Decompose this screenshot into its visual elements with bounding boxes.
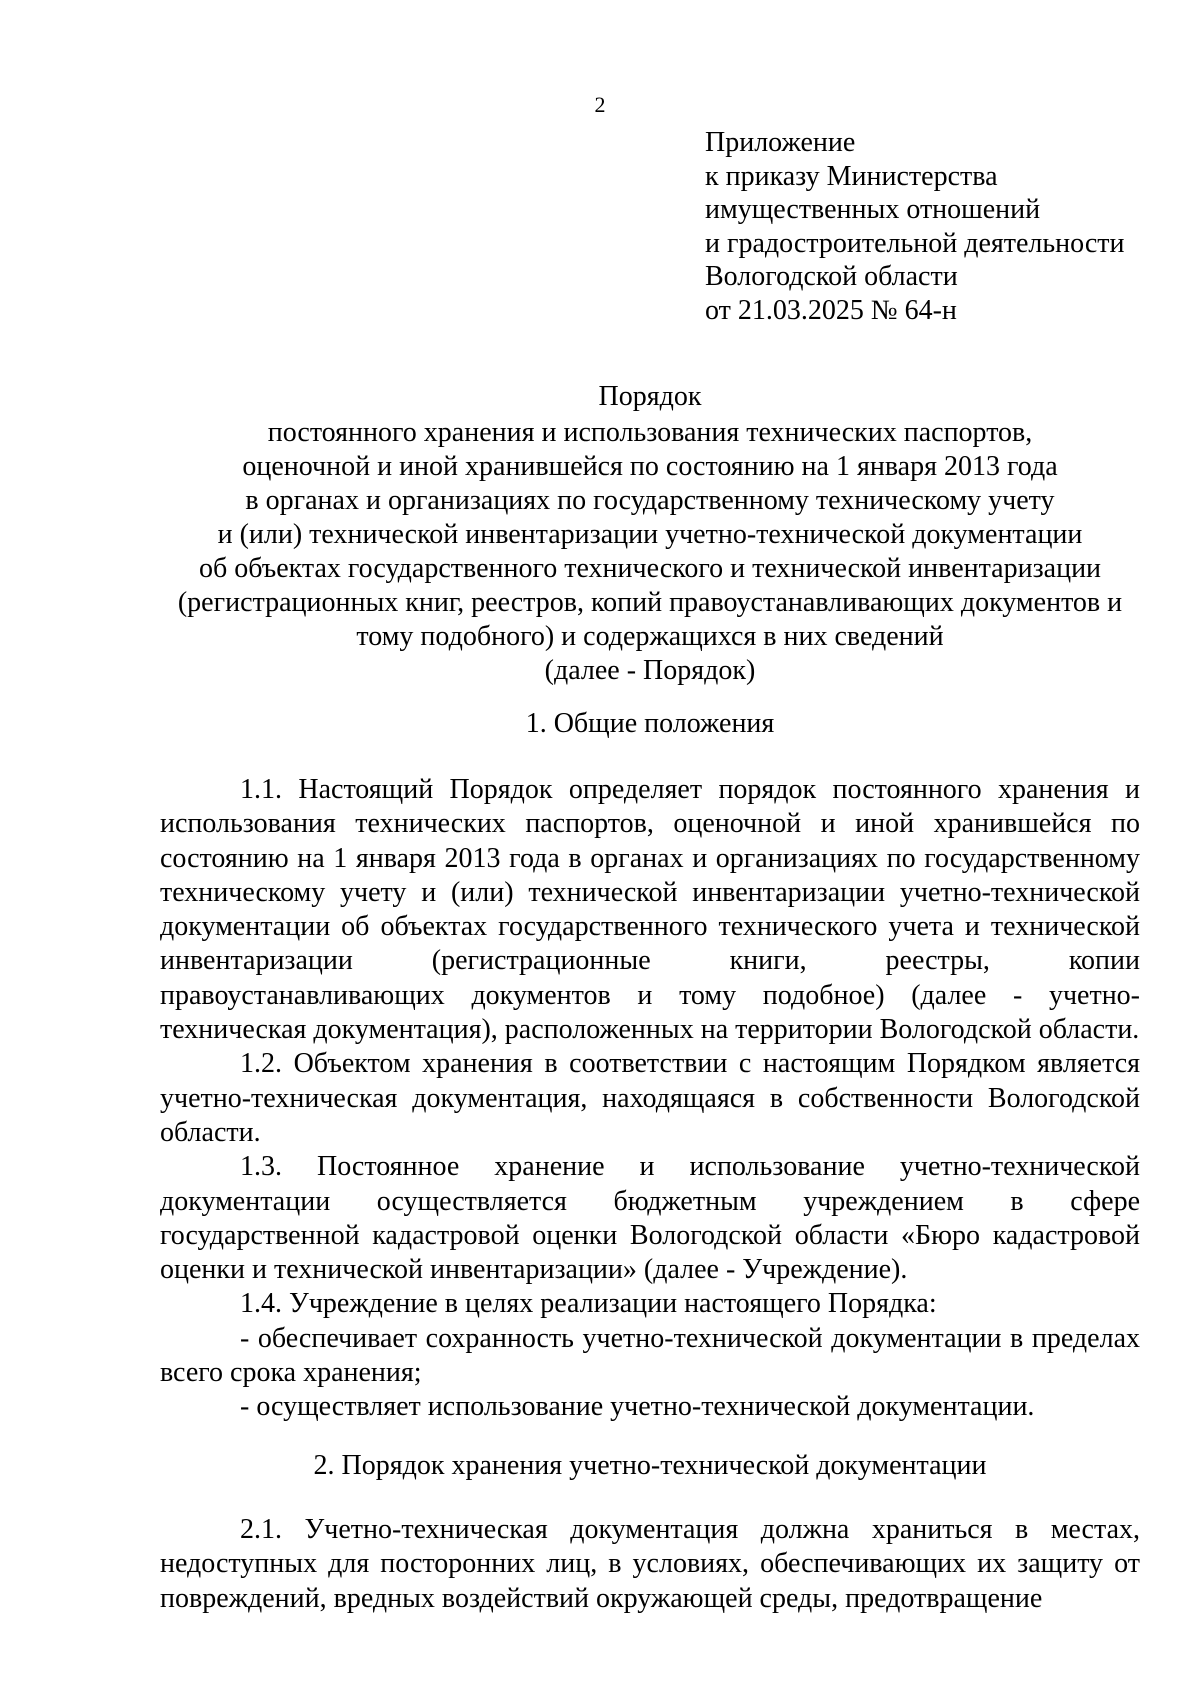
paragraph: 1.3. Постоянное хранение и использование учетно-технической документации осуществляется бюджетным учреждением в сфере государственной кадастровой оценки Вологодской области «Бюро кадастровой оценки и технической инвентаризации» (далее - Учреждение). [160,1151,1140,1286]
annex-header [705,126,1125,327]
page-number: 2 [594,92,606,117]
section-heading: 1. Общие положения [525,708,775,739]
annex-line: Вологодской области [705,261,958,292]
annex-line: от 21.03.2025 № 64-н [705,294,957,326]
title-line: об объектах государственного технического и технической инвентаризации [198,553,1102,584]
title-line: оценочной и иной хранившейся по состоянию на 1 января 2013 года [242,451,1058,482]
annex-line: к приказу Министерства [705,160,998,192]
paragraph: 1.4. Учреждение в целях реализации настоящего Порядка: [240,1288,937,1320]
title-line: (регистрационных книг, реестров, копий правоустанавливающих документов и [177,587,1123,618]
annex-line: имущественных отношений [705,194,1041,225]
annex-line: и градостроительной деятельности [705,227,1125,259]
paragraph: 1.1. Настоящий Порядок определяет порядок постоянного хранения и использования технических паспортов, оценочной и иной хранившейся по состоянию на 1 января 2013 года в органах и организациях по государственному техническому учету и (или) технической инвентаризации учетно-технической документации об объектах государственного технического учета и технической инвентаризации (регистрационные книги, реестры, копии правоустанавливающих документов и тому подобное) (далее - учетно-техническая документация), расположенных на территории Вологодской области. [160,774,1140,1046]
title-line: постоянного хранения и использования технических паспортов, [267,417,1033,448]
list-item: - осуществляет использование учетно-технической документации. [240,1391,1035,1423]
section-heading: 2. Порядок хранения учетно-технической документации [313,1450,987,1481]
paragraph: 1.2. Объектом хранения в соответствии с настоящим Порядком является учетно-техническая документация, находящаяся в собственности Вологодской области. [160,1048,1140,1148]
annex-line: Приложение [705,127,856,158]
title-line: в органах и организациях по государственному техническому учету [245,485,1055,516]
section-body [160,1513,1140,1616]
title-line: и (или) технической инвентаризации учетно-технической документации [217,519,1083,550]
title-heading: Порядок [598,381,702,412]
document-title [150,380,1150,688]
section-body [160,773,1140,1425]
list-item: - обеспечивает сохранность учетно-технической документации в пределах всего срока хранения; [160,1322,1140,1389]
paragraph: 2.1. Учетно-техническая документация должна храниться в местах, недоступных для посторонних лиц, в условиях, обеспечивающих их защиту от повреждений, вредных воздействий окружающей среды, предотвращение [160,1514,1140,1614]
title-line: тому подобного) и содержащихся в них сведений [356,621,944,652]
title-line: (далее - Порядок) [544,655,756,686]
